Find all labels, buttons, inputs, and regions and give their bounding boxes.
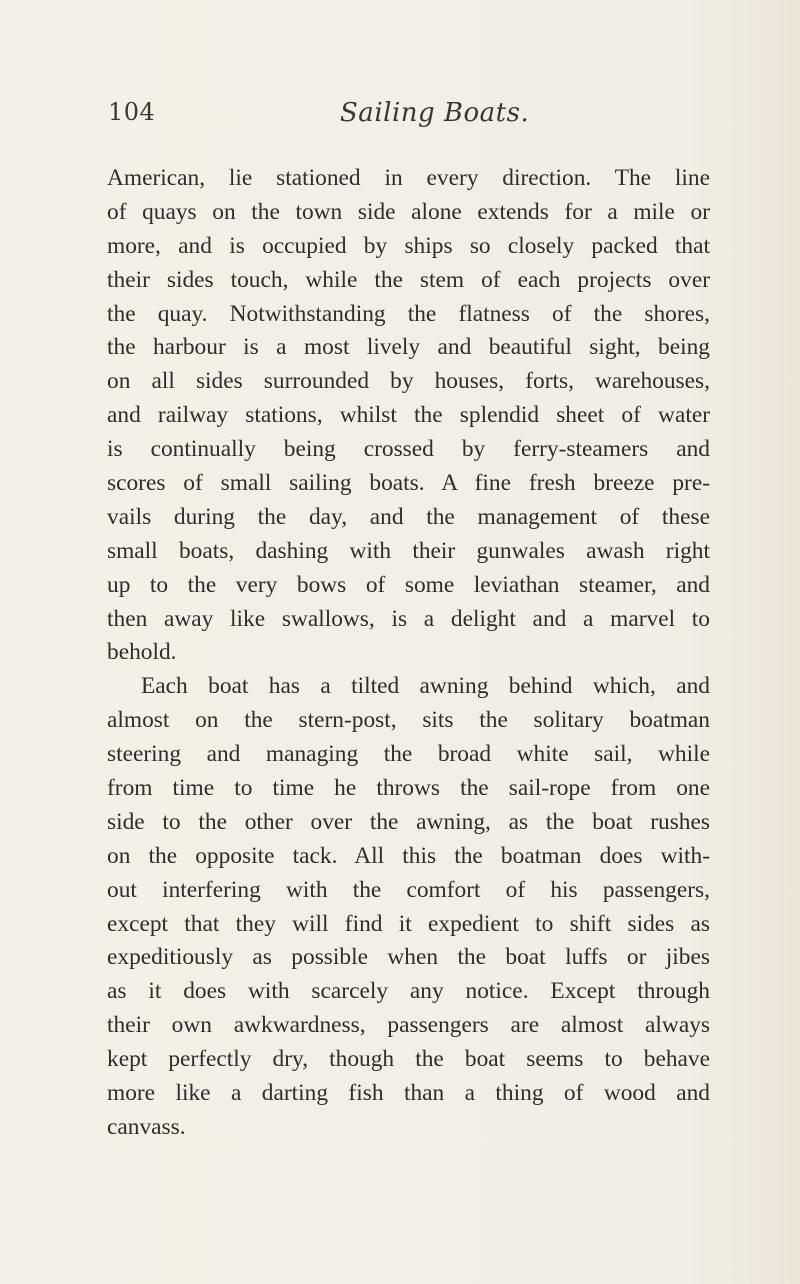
text-line: up to the very bows of some leviathan steamer, and — [107, 571, 710, 598]
page-number: 104 — [108, 98, 156, 126]
text-line: vails during the day, and the management of these — [107, 503, 710, 530]
text-line: steering and managing the broad white sail, while — [107, 741, 710, 768]
text-line: expeditiously as possible when the boat luffs or jibes — [107, 944, 710, 971]
text-line: except that they will find it expedient to shift sides as — [107, 910, 710, 937]
text-line: small boats, dashing with their gunwales awash right — [107, 537, 710, 564]
text-line: is continually being crossed by ferry-steamers and — [107, 436, 710, 463]
page-header — [108, 98, 708, 138]
text-line: on all sides surrounded by houses, forts, warehouses, — [107, 368, 710, 395]
text-line: from time to time he throws the sail-rope from one — [107, 775, 710, 802]
text-line: then away like swallows, is a delight and a marvel to — [107, 605, 710, 632]
text-line: of quays on the town side alone extends for a mile or — [107, 198, 710, 225]
text-line: and railway stations, whilst the splendid sheet of water — [107, 402, 710, 429]
text-line: Each boat has a tilted awning behind which, and — [141, 673, 710, 700]
text-line: kept perfectly dry, though the boat seems to behave — [107, 1046, 710, 1073]
text-line: on the opposite tack. All this the boatman does with- — [107, 842, 710, 869]
text-line: side to the other over the awning, as the boat rushes — [107, 808, 710, 835]
text-line: canvass. — [107, 1113, 186, 1140]
text-line: as it does with scarcely any notice. Except through — [107, 978, 710, 1005]
text-line: American, lie stationed in every direction. The line — [107, 165, 710, 191]
body-text — [107, 162, 710, 1145]
running-title: Sailing Boats. — [340, 98, 530, 128]
text-line: more like a darting fish than a thing of wood and — [107, 1080, 710, 1107]
text-line: their sides touch, while the stem of each projects over — [107, 266, 710, 293]
paragraph — [107, 162, 710, 670]
text-line: more, and is occupied by ships so closely packed that — [107, 232, 710, 259]
text-line: their own awkwardness, passengers are almost always — [107, 1012, 710, 1039]
paragraph — [107, 670, 710, 1144]
text-line: almost on the stern-post, sits the solitary boatman — [107, 707, 710, 734]
text-line: the harbour is a most lively and beautiful sight, being — [107, 334, 710, 361]
text-line: out interfering with the comfort of his passengers, — [107, 876, 710, 903]
text-line: the quay. Notwithstanding the flatness of the shores, — [107, 300, 710, 327]
text-line: scores of small sailing boats. A fine fresh breeze pre- — [107, 470, 710, 497]
text-line: behold. — [107, 639, 177, 666]
